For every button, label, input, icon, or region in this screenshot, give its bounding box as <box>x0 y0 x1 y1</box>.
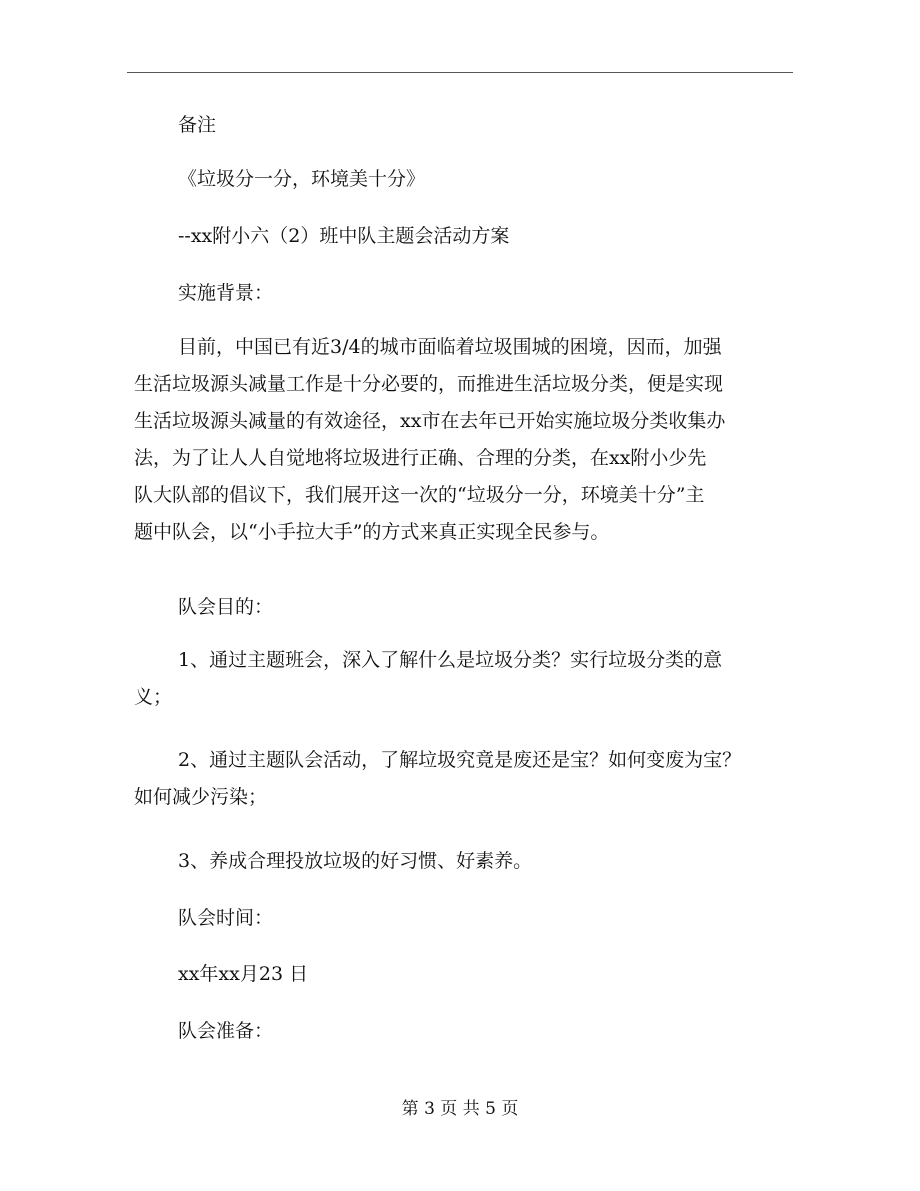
note-label: 备注 <box>178 114 217 136</box>
prep-heading: 队会准备： <box>178 1020 274 1042</box>
time-value: xx年xx月23 日 <box>178 963 309 985</box>
page-number: 第 3 页 共 5 页 <box>401 1099 519 1119</box>
goal-item-2 <box>134 742 794 816</box>
background-paragraph <box>134 329 794 551</box>
paragraph-line: 法，为了让人人自觉地将垃圾进行正确、合理的分类，在xx附小少先 <box>134 447 707 469</box>
paragraph-line: 2、通过主题队会活动，了解垃圾究竟是废还是宝？如何变废为宝？ <box>178 749 742 771</box>
paragraph-line: 如何减少污染； <box>134 786 268 808</box>
paragraph-line: 1、通过主题班会，深入了解什么是垃圾分类？实行垃圾分类的意 <box>178 649 723 671</box>
document-subtitle: --xx附小六（2）班中队主题会活动方案 <box>178 225 510 247</box>
paragraph-line: 生活垃圾源头减量的有效途径，xx市在去年已开始实施垃圾分类收集办 <box>134 410 726 432</box>
document-title: 《垃圾分一分，环境美十分》 <box>178 168 426 190</box>
paragraph-line: 队大队部的倡议下，我们展开这一次的“垃圾分一分，环境美十分”主 <box>134 484 705 506</box>
paragraph-line: 题中队会，以“小手拉大手”的方式来真正实现全民参与。 <box>134 521 610 543</box>
background-heading: 实施背景： <box>178 282 274 304</box>
paragraph-line: 义； <box>134 686 173 708</box>
paragraph-line: 生活垃圾源头减量工作是十分必要的，而推进生活垃圾分类，便是实现 <box>134 373 724 395</box>
paragraph-line: 目前，中国已有近3/4的城市面临着垃圾围城的困境，因而，加强 <box>178 336 722 358</box>
goal-item-3: 3、养成合理投放垃圾的好习惯、好素养。 <box>178 850 533 872</box>
header-rule <box>127 72 793 73</box>
goal-item-1 <box>134 642 794 716</box>
goal-heading: 队会目的： <box>178 596 274 618</box>
time-heading: 队会时间： <box>178 907 274 929</box>
